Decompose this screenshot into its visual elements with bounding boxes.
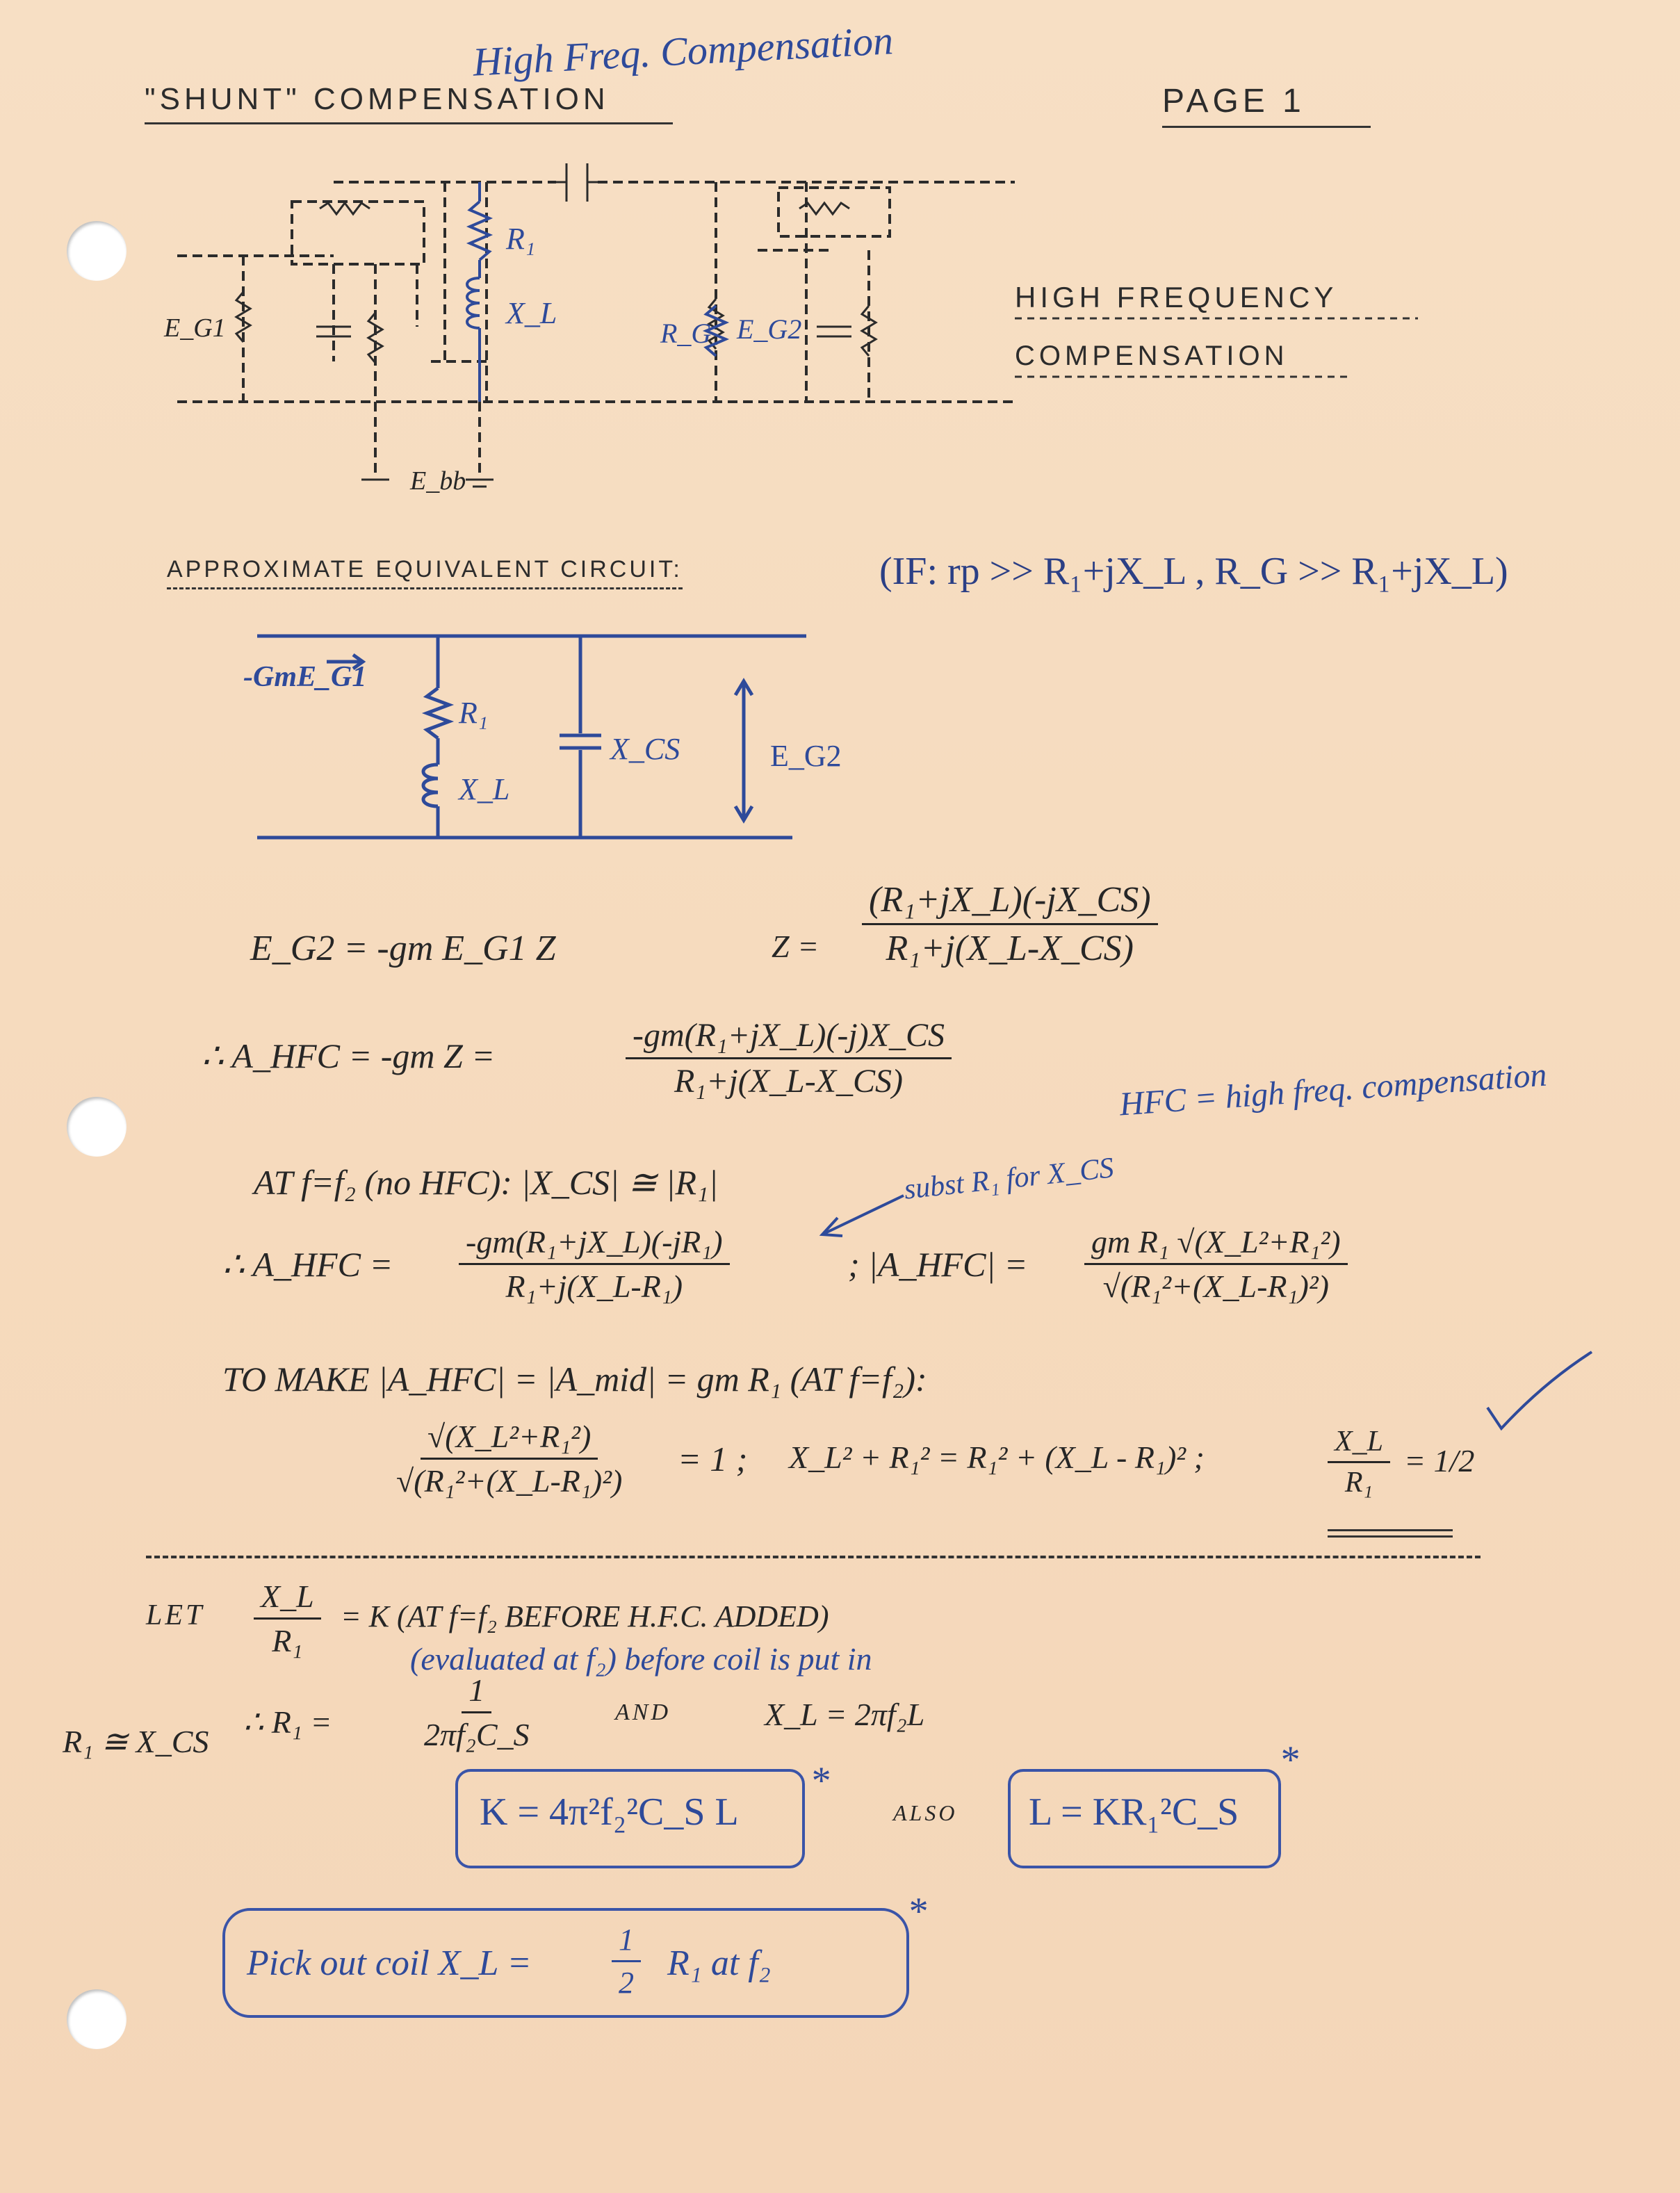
eq-ahfc2-denominator: R₁+j(X_L-R₁) — [505, 1269, 683, 1304]
and-label: AND — [615, 1699, 671, 1725]
eq-z-numerator: (R₁+jX_L)(-jX_CS) — [862, 879, 1158, 925]
circuit-label-rg: R_G — [660, 318, 712, 349]
equivalent-condition: (IF: rp >> R₁+jX_L , R_G >> R₁+jX_L) — [879, 550, 1508, 593]
k-numerator: X_L — [254, 1578, 321, 1620]
pick-coil-numerator: 1 — [612, 1922, 641, 1962]
ratio-underline — [1328, 1529, 1453, 1538]
pick-coil-star: * — [907, 1890, 927, 1933]
eq-ahfc2-numerator: -gm(R₁+jX_L)(-jR₁) — [459, 1223, 730, 1265]
eq-ahfc-numerator: -gm(R₁+jX_L)(-j)X_CS — [626, 1016, 952, 1059]
eq-at-f2: AT f=f₂ (no HFC): |X_CS| ≅ |R₁| — [254, 1163, 719, 1202]
side-title-line2: COMPENSATION — [1015, 341, 1289, 371]
also-label: ALSO — [893, 1800, 958, 1825]
eq-r1-label: R₁ — [459, 696, 489, 730]
eq-ratio-denominator: R₁ — [1344, 1467, 1373, 1499]
hfc-note: HFC = high freq. compensation — [1118, 1056, 1548, 1123]
evaluated-note: (evaluated at f₂) before coil is put in — [410, 1641, 872, 1677]
subst-note: subst R₁ for X_CS — [902, 1152, 1116, 1206]
xl-equation: X_L = 2πf₂L — [765, 1697, 925, 1732]
eq-ahfc-denominator: R₁+j(X_L-X_CS) — [674, 1063, 904, 1100]
side-title-line1: HIGH FREQUENCY — [1015, 281, 1338, 313]
circuit-label-xl: X_L — [506, 296, 557, 330]
eq-source-label: -GmE_G1 — [243, 661, 367, 693]
eq-abs-numerator: gm R₁ √(X_L²+R₁²) — [1084, 1223, 1348, 1265]
l-result: L = KR₁²C_S — [1029, 1791, 1239, 1834]
eq-expand: X_L² + R₁² = R₁² + (X_L - R₁)² ; — [789, 1440, 1205, 1475]
circuit-label-r1: R₁ — [506, 222, 536, 256]
eq-equals-one: = 1 ; — [678, 1440, 748, 1478]
k-fraction — [254, 1578, 321, 1659]
pick-coil-fraction — [612, 1922, 641, 2000]
r1-fraction — [417, 1672, 537, 1753]
pick-coil-text-a: Pick out coil X_L = — [247, 1943, 532, 1983]
k-result-star: * — [810, 1759, 829, 1802]
r1-denominator: 2πf₂C_S — [424, 1717, 530, 1752]
eq-z-lhs: Z = — [772, 929, 819, 964]
eq-eg2-label: E_G2 — [770, 739, 842, 773]
page-number: PAGE 1 — [1162, 82, 1371, 128]
equivalent-heading: APPROXIMATE EQUIVALENT CIRCUIT: — [167, 556, 683, 589]
eq-sqrt-denominator: √(R₁²+(X_L-R₁)²) — [396, 1463, 623, 1499]
eq-ratio-fraction — [1328, 1425, 1390, 1499]
k-result: K = 4π²f₂²C_S L — [480, 1791, 739, 1834]
handwritten-title: High Freq. Compensation — [471, 17, 895, 85]
r1-approx: R₁ ≅ X_CS — [63, 1724, 209, 1759]
eq-sqrt-fraction — [389, 1418, 629, 1499]
eq-to-make: TO MAKE |A_HFC| = |A_mid| = gm R₁ (AT f=f₂): — [222, 1360, 927, 1399]
pick-coil-denominator: 2 — [619, 1966, 634, 2000]
k-definition: = K (AT f=f₂ BEFORE H.F.C. ADDED) — [341, 1599, 829, 1633]
eq-ahfc2-lhs: ∴ A_HFC = — [222, 1245, 393, 1284]
eq-sqrt-numerator: √(X_L²+R₁²) — [421, 1418, 598, 1460]
eq-eg2: E_G2 = -gm E_G1 Z — [250, 929, 556, 968]
page-title: "SHUNT" COMPENSATION — [145, 82, 673, 124]
eq-z-denominator: R₁+j(X_L-X_CS) — [886, 929, 1134, 968]
r1-numerator: 1 — [462, 1672, 491, 1713]
k-denominator: R₁ — [272, 1623, 303, 1658]
circuit-label-eg1: E_G1 — [164, 313, 226, 343]
eq-abs-denominator: √(R₁²+(X_L-R₁)²) — [1102, 1269, 1329, 1304]
section-divider — [146, 1556, 1481, 1558]
pick-coil-text-b: R₁ at f₂ — [667, 1943, 771, 1983]
r1-lhs: ∴ R₁ = — [243, 1704, 332, 1740]
eq-ratio-numerator: X_L — [1328, 1425, 1390, 1463]
eq-xl-label: X_L — [459, 772, 510, 806]
let-label: LET — [146, 1599, 205, 1631]
eq-ratio-value: = 1/2 — [1404, 1443, 1475, 1478]
eq-ahfc-lhs: ∴ A_HFC = -gm Z = — [202, 1036, 495, 1075]
eq-xcs-label: X_CS — [610, 732, 680, 766]
l-result-star: * — [1279, 1738, 1298, 1782]
circuit-label-ebb: E_bb — [410, 466, 466, 496]
circuit-label-eg2: E_G2 — [737, 313, 802, 345]
eq-abs-lhs: ; |A_HFC| = — [848, 1245, 1028, 1284]
